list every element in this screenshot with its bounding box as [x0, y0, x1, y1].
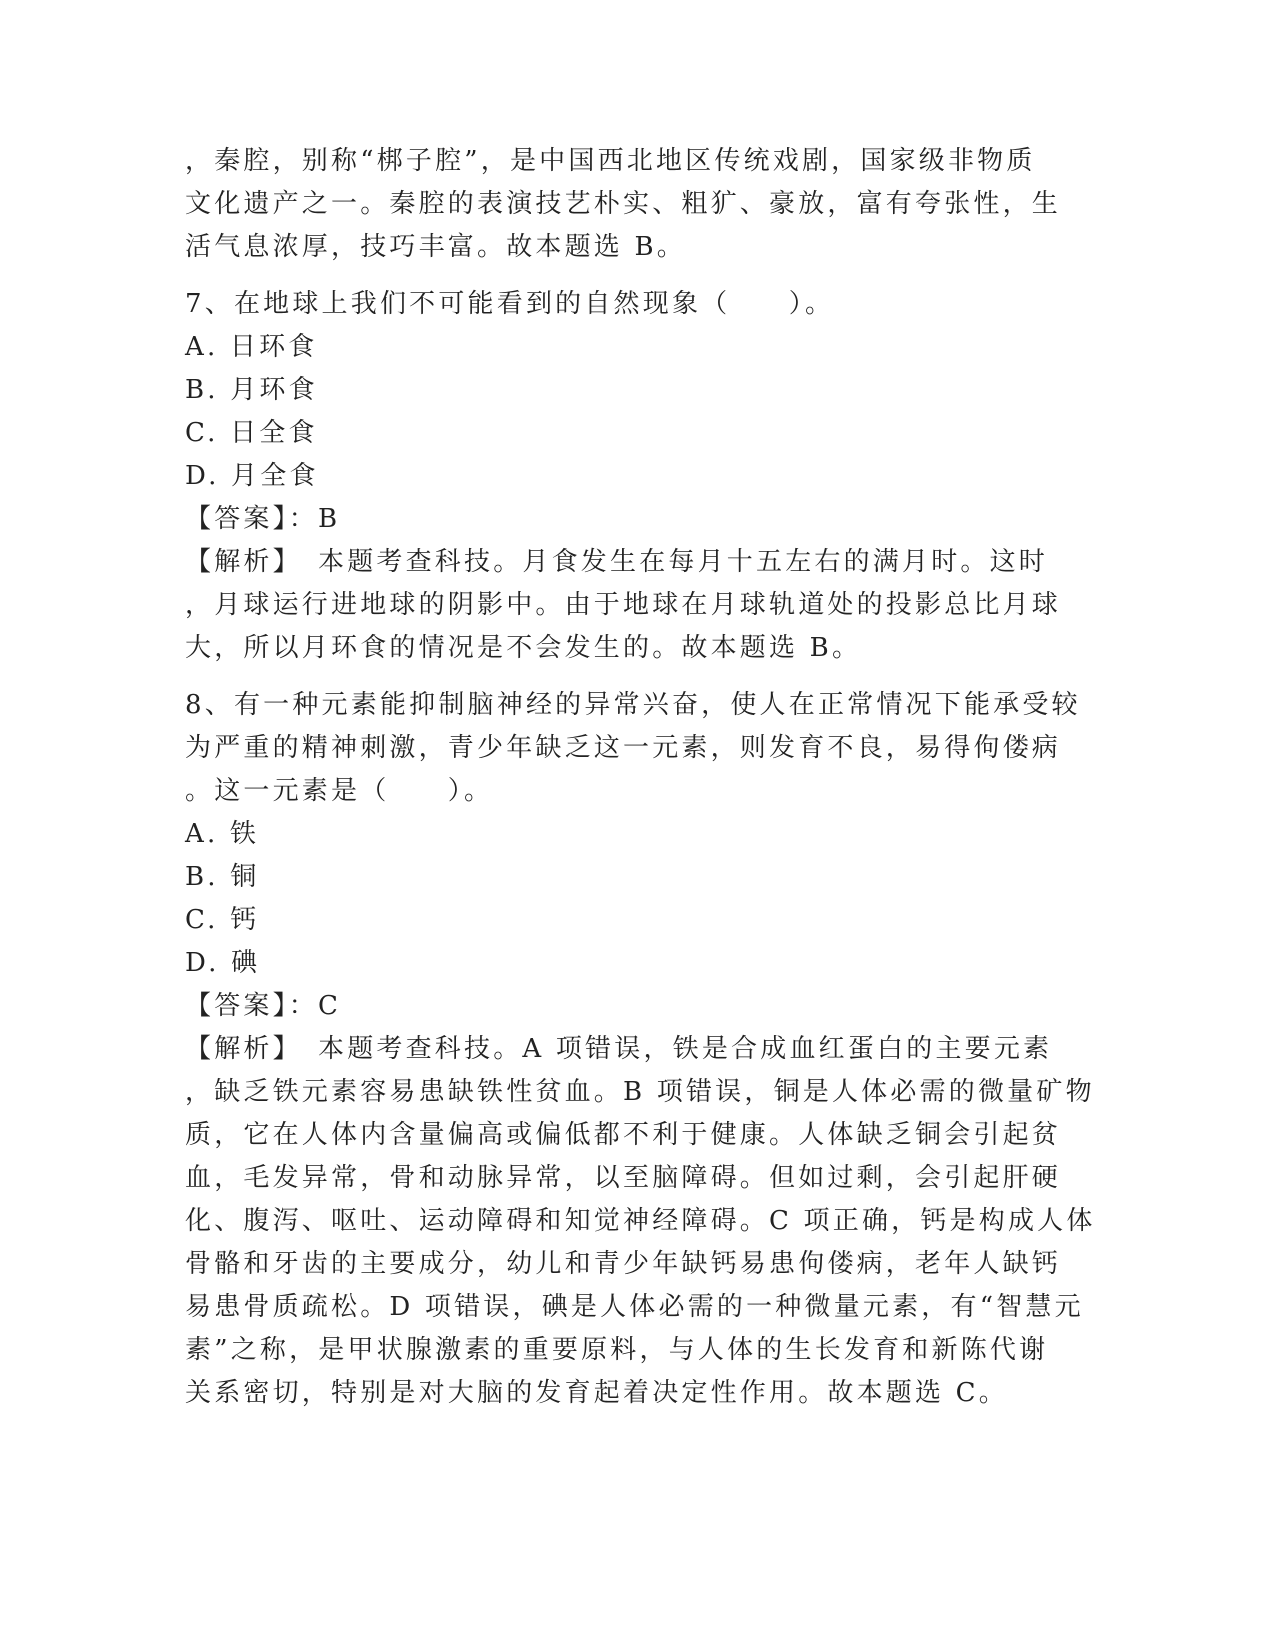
analysis-line: 活气息浓厚，技巧丰富。故本题选 B。 — [185, 232, 686, 262]
analysis-line: ，缺乏铁元素容易患缺铁性贫血。B 项错误，铜是人体必需的微量矿物 — [185, 1077, 1095, 1107]
analysis-line: 易患骨质疏松。D 项错误，碘是人体必需的一种微量元素，有“智慧元 — [185, 1292, 1084, 1322]
question-8 — [185, 684, 1096, 1415]
question-text: 7、在地球上我们不可能看到的自然现象（ ）。 — [185, 289, 835, 319]
question-text: 为严重的精神刺激，青少年缺乏这一元素，则发育不良，易得佝偻病 — [185, 733, 1062, 763]
question-text: 。这一元素是（ ）。 — [185, 776, 494, 806]
option-b: B. 铜 — [185, 862, 260, 892]
analysis-line: ，月球运行进地球的阴影中。由于地球在月球轨道处的投影总比月球 — [185, 590, 1062, 620]
question-text: 8、有一种元素能抑制脑神经的异常兴奋，使人在正常情况下能承受较 — [185, 690, 1081, 720]
question-7 — [185, 283, 1090, 670]
analysis-line: 关系密切，特别是对大脑的发育起着决定性作用。故本题选 C。 — [185, 1378, 1008, 1408]
answer-line: 【答案】：C — [185, 991, 342, 1021]
prev-analysis — [185, 140, 1090, 269]
analysis-line: 化、腹泻、呕吐、运动障碍和知觉神经障碍。C 项正确，钙是构成人体 — [185, 1206, 1096, 1236]
answer-line: 【答案】：B — [185, 504, 341, 534]
analysis-line: ，秦腔，别称“梆子腔”，是中国西北地区传统戏剧，国家级非物质 — [185, 146, 1036, 176]
option-b: B. 月环食 — [185, 375, 318, 405]
option-c: C. 日全食 — [185, 418, 318, 448]
document-page — [185, 140, 1096, 1415]
option-d: D. 碘 — [185, 948, 261, 978]
analysis-line: 大，所以月环食的情况是不会发生的。故本题选 B。 — [185, 633, 862, 663]
analysis-line: 质，它在人体内含量偏高或偏低都不利于健康。人体缺乏铜会引起贫 — [185, 1120, 1062, 1150]
analysis-line: 【解析】 本题考查科技。月食发生在每月十五左右的满月时。这时 — [185, 547, 1049, 577]
analysis-line: 血，毛发异常，骨和动脉异常，以至脑障碍。但如过剩，会引起肝硬 — [185, 1163, 1062, 1193]
analysis-line: 素”之称，是甲状腺激素的重要原料，与人体的生长发育和新陈代谢 — [185, 1335, 1049, 1365]
analysis-line: 骨骼和牙齿的主要成分，幼儿和青少年缺钙易患佝偻病，老年人缺钙 — [185, 1249, 1062, 1279]
option-c: C. 钙 — [185, 905, 260, 935]
option-a: A. 铁 — [185, 819, 260, 849]
option-a: A. 日环食 — [185, 332, 318, 362]
option-d: D. 月全食 — [185, 461, 319, 491]
analysis-line: 【解析】 本题考查科技。A 项错误，铁是合成血红蛋白的主要元素 — [185, 1034, 1053, 1064]
analysis-line: 文化遗产之一。秦腔的表演技艺朴实、粗犷、豪放，富有夸张性，生 — [185, 189, 1062, 219]
